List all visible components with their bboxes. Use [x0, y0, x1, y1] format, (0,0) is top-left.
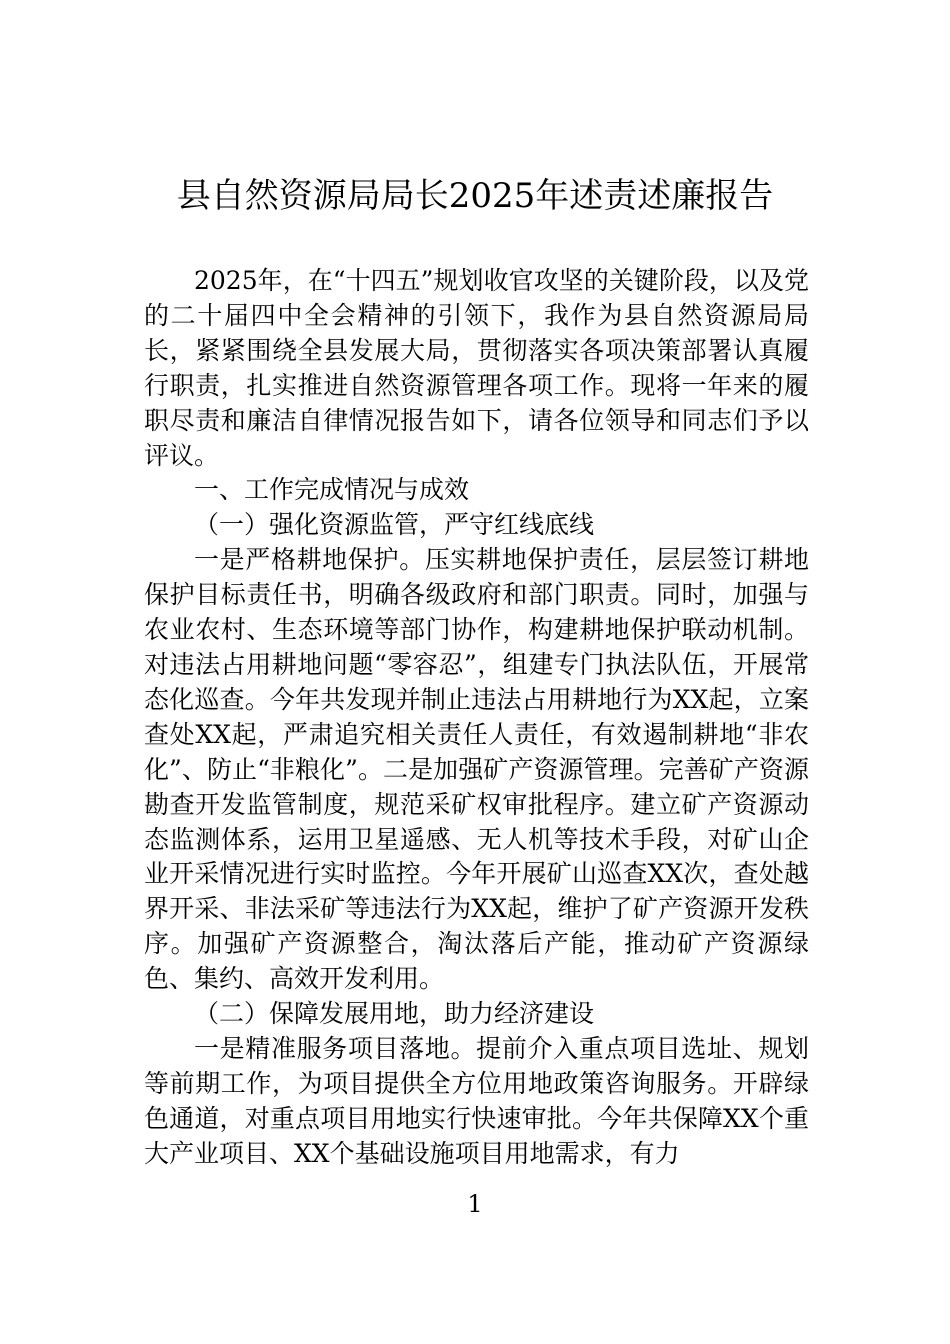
body-paragraph-1: 一是严格耕地保护。压实耕地保护责任，层层签订耕地保护目标责任书，明确各级政府和部门职责。同时，加强与农业农村、生态环境等部门协作，构建耕地保护联动机制。对违法占用耕地问题“零容忍”，组建专门执法队伍，开展常态化巡查。今年共发现并制止违法占用耕地行为XX起，立案查处XX起，严肃追究相关责任人责任，有效遏制耕地“非农化”、防止“非粮化”。二是加强矿产资源管理。完善矿产资源勘查开发监管制度，规范采矿权审批程序。建立矿产资源动态监测体系，运用卫星遥感、无人机等技术手段，对矿山企业开采情况进行实时监控。今年开展矿山巡查XX次，查处越界开采、非法采矿等违法行为XX起，维护了矿产资源开发秩序。加强矿产资源整合，淘汰落后产能，推动矿产资源绿色、集约、高效开发利用。 — [144, 545, 809, 994]
section-heading-1: 一、工作完成情况与成效 — [194, 475, 470, 505]
document-body — [144, 264, 809, 1172]
subsection-heading-2: （二）保障发展用地，助力经济建设 — [194, 999, 595, 1029]
body-paragraph-2: 一是精准服务项目落地。提前介入重点项目选址、规划等前期工作，为项目提供全方位用地政策咨询服务。开辟绿色通道，对重点项目用地实行快速审批。今年共保障XX个重大产业项目、XX个基础设施项目用地需求，有力 — [144, 1033, 809, 1168]
subsection-heading-1: （一）强化资源监管，严守红线底线 — [194, 510, 595, 540]
document-title: 县自然资源局局长2025年述责述廉报告 — [176, 176, 774, 216]
intro-paragraph: 2025年，在“十四五”规划收官攻坚的关键阶段，以及党的二十届四中全会精神的引领下，我作为县自然资源局局长，紧紧围绕全县发展大局，贯彻落实各项决策部署认真履行职责，扎实推进自然资源管理各项工作。现将一年来的履职尽责和廉洁自律情况报告如下，请各位领导和同志们予以评议。 — [144, 266, 809, 470]
page-number: 1 — [467, 1190, 483, 1218]
